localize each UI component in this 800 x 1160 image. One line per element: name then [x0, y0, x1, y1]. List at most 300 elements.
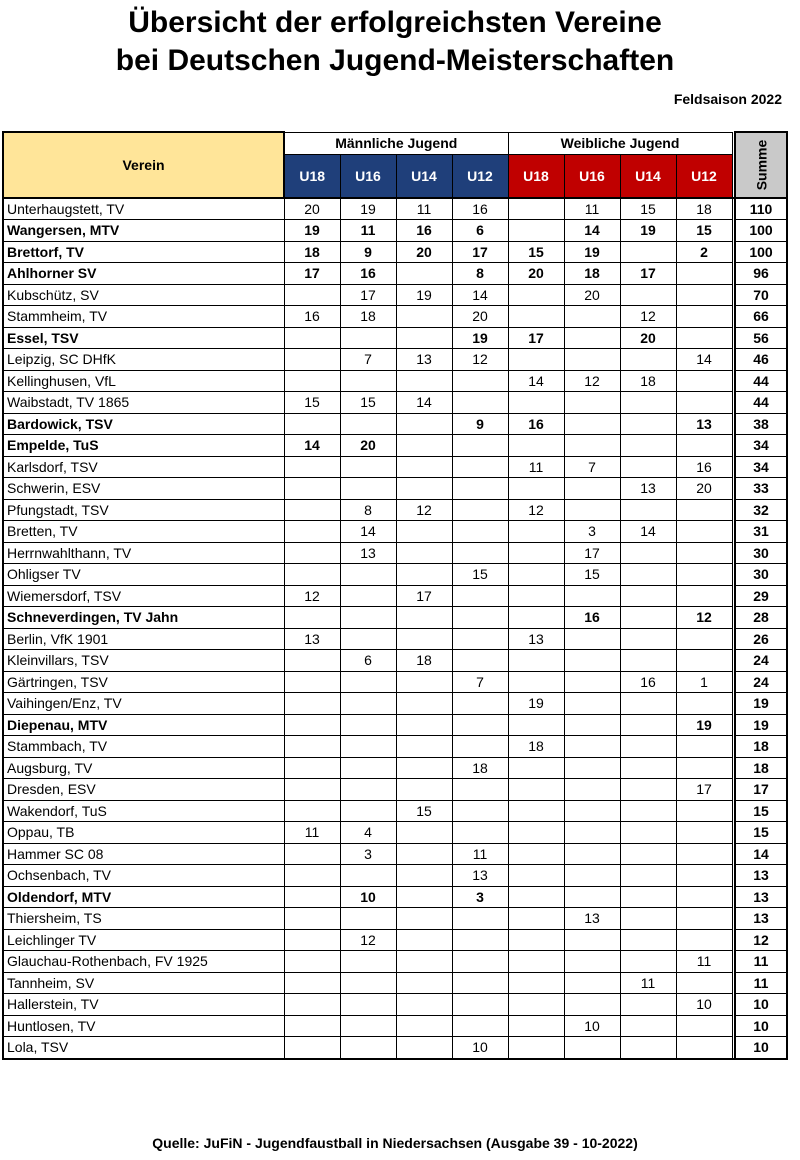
weiblich-u18-cell [508, 650, 564, 672]
sum-cell: 24 [735, 671, 787, 693]
sum-cell: 29 [735, 585, 787, 607]
maennlich-u14-cell [396, 972, 452, 994]
weiblich-u16-cell [564, 822, 620, 844]
weiblich-u18-cell: 13 [508, 628, 564, 650]
weiblich-u12-cell [676, 263, 732, 285]
club-name: Kubschütz, SV [3, 284, 284, 306]
weiblich-u12-cell [676, 693, 732, 715]
maennlich-u18-cell [284, 499, 340, 521]
maennlich-u16-cell [340, 994, 396, 1016]
maennlich-u16-cell: 13 [340, 542, 396, 564]
table-row [3, 671, 787, 693]
maennlich-u18-cell: 16 [284, 306, 340, 328]
maennlich-u12-cell: 20 [452, 306, 508, 328]
club-name: Brettorf, TV [3, 241, 284, 263]
maennlich-u18-cell: 17 [284, 263, 340, 285]
title-line-2: bei Deutschen Jugend-Meisterschaften [115, 44, 675, 77]
weiblich-u14-cell [620, 822, 676, 844]
weiblich-u12-cell [676, 865, 732, 887]
weiblich-u18-cell [508, 521, 564, 543]
weiblich-u14-cell: 16 [620, 671, 676, 693]
weiblich-u12-cell [676, 886, 732, 908]
table-row [3, 865, 787, 887]
maennlich-u16-cell: 20 [340, 435, 396, 457]
club-name: Leichlinger TV [3, 929, 284, 951]
table-row [3, 1037, 787, 1059]
club-name: Karlsdorf, TSV [3, 456, 284, 478]
table-row [3, 650, 787, 672]
weiblich-u16-cell [564, 843, 620, 865]
maennlich-u18-cell [284, 757, 340, 779]
weiblich-u14-cell [620, 929, 676, 951]
maennlich-u16-cell: 15 [340, 392, 396, 414]
weiblich-u14-cell [620, 994, 676, 1016]
maennlich-u18-cell [284, 779, 340, 801]
sum-cell: 11 [735, 951, 787, 973]
maennlich-u18-cell [284, 671, 340, 693]
weiblich-u12-cell [676, 628, 732, 650]
club-name: Tannheim, SV [3, 972, 284, 994]
weiblich-u16-cell [564, 929, 620, 951]
weiblich-u18-cell [508, 349, 564, 371]
weiblich-u12-cell [676, 392, 732, 414]
weiblich-u16-cell: 7 [564, 456, 620, 478]
sum-cell: 10 [735, 1037, 787, 1059]
maennlich-u18-cell: 13 [284, 628, 340, 650]
weiblich-u12-cell: 14 [676, 349, 732, 371]
weiblich-u12-cell: 16 [676, 456, 732, 478]
sum-cell: 18 [735, 757, 787, 779]
maennlich-u16-cell [340, 972, 396, 994]
table-row [3, 886, 787, 908]
weiblich-u16-cell: 11 [564, 198, 620, 220]
sum-cell: 96 [735, 263, 787, 285]
maennlich-u16-cell: 8 [340, 499, 396, 521]
maennlich-u14-cell [396, 327, 452, 349]
maennlich-u12-cell [452, 392, 508, 414]
table-row [3, 929, 787, 951]
weiblich-u14-cell [620, 628, 676, 650]
maennlich-u14-cell [396, 478, 452, 500]
weiblich-u12-cell: 12 [676, 607, 732, 629]
weiblich-u14-cell [620, 499, 676, 521]
weiblich-u16-cell [564, 413, 620, 435]
maennlich-u18-cell: 12 [284, 585, 340, 607]
maennlich-u18-cell [284, 972, 340, 994]
weiblich-u14-cell: 20 [620, 327, 676, 349]
maennlich-u16-cell: 17 [340, 284, 396, 306]
weiblich-u14-cell [620, 908, 676, 930]
weiblich-u12-cell [676, 499, 732, 521]
weiblich-u18-cell [508, 843, 564, 865]
maennlich-u16-cell [340, 908, 396, 930]
weiblich-u18-cell: 16 [508, 413, 564, 435]
club-name: Wangersen, MTV [3, 220, 284, 242]
weiblich-u14-cell: 17 [620, 263, 676, 285]
weiblich-u18-cell: 15 [508, 241, 564, 263]
weiblich-u16-cell [564, 972, 620, 994]
table-row [3, 757, 787, 779]
sum-cell: 110 [735, 198, 787, 220]
club-name: Hammer SC 08 [3, 843, 284, 865]
weiblich-u14-cell: 13 [620, 478, 676, 500]
weiblich-u18-cell [508, 800, 564, 822]
sum-cell: 26 [735, 628, 787, 650]
maennlich-u14-cell [396, 607, 452, 629]
club-name: Unterhaugstett, TV [3, 198, 284, 220]
sum-cell: 70 [735, 284, 787, 306]
sum-cell: 30 [735, 542, 787, 564]
maennlich-u16-cell: 11 [340, 220, 396, 242]
sum-cell: 19 [735, 693, 787, 715]
maennlich-u12-cell [452, 499, 508, 521]
weiblich-u12-cell [676, 822, 732, 844]
weiblich-u18-cell [508, 972, 564, 994]
maennlich-u14-cell: 15 [396, 800, 452, 822]
weiblich-u14-cell [620, 241, 676, 263]
maennlich-u18-cell [284, 607, 340, 629]
maennlich-u18-cell [284, 327, 340, 349]
maennlich-u18-cell [284, 456, 340, 478]
weiblich-u16-cell: 12 [564, 370, 620, 392]
weiblich-u16-cell: 3 [564, 521, 620, 543]
sum-cell: 18 [735, 736, 787, 758]
maennlich-u14-cell [396, 886, 452, 908]
maennlich-u14-cell: 11 [396, 198, 452, 220]
maennlich-u12-cell [452, 521, 508, 543]
maennlich-u16-cell [340, 628, 396, 650]
header-m-u14: U14 [396, 154, 452, 198]
sum-cell: 30 [735, 564, 787, 586]
weiblich-u18-cell [508, 929, 564, 951]
weiblich-u18-cell [508, 757, 564, 779]
maennlich-u12-cell [452, 951, 508, 973]
maennlich-u18-cell [284, 370, 340, 392]
sum-cell: 32 [735, 499, 787, 521]
source-note: Quelle: JuFiN - Jugendfaustball in Niedersachsen (Ausgabe 39 - 10-2022) [152, 1135, 638, 1151]
maennlich-u14-cell [396, 843, 452, 865]
weiblich-u12-cell: 11 [676, 951, 732, 973]
maennlich-u14-cell [396, 564, 452, 586]
weiblich-u16-cell [564, 499, 620, 521]
weiblich-u18-cell [508, 951, 564, 973]
weiblich-u14-cell [620, 693, 676, 715]
maennlich-u12-cell: 7 [452, 671, 508, 693]
sum-cell: 100 [735, 241, 787, 263]
maennlich-u16-cell [340, 951, 396, 973]
table-row [3, 628, 787, 650]
maennlich-u16-cell [340, 671, 396, 693]
header-m-u12: U12 [452, 154, 508, 198]
weiblich-u14-cell [620, 607, 676, 629]
page-title [0, 4, 790, 80]
maennlich-u16-cell: 18 [340, 306, 396, 328]
maennlich-u16-cell: 7 [340, 349, 396, 371]
maennlich-u12-cell: 14 [452, 284, 508, 306]
weiblich-u18-cell [508, 284, 564, 306]
maennlich-u18-cell: 15 [284, 392, 340, 414]
club-name: Ahlhorner SV [3, 263, 284, 285]
maennlich-u12-cell [452, 607, 508, 629]
weiblich-u12-cell [676, 370, 732, 392]
table-row [3, 994, 787, 1016]
table-row [3, 542, 787, 564]
weiblich-u12-cell [676, 972, 732, 994]
weiblich-u14-cell [620, 1037, 676, 1059]
maennlich-u14-cell: 18 [396, 650, 452, 672]
table-row [3, 392, 787, 414]
weiblich-u18-cell: 18 [508, 736, 564, 758]
maennlich-u12-cell [452, 822, 508, 844]
table-row [3, 843, 787, 865]
maennlich-u16-cell [340, 865, 396, 887]
club-name: Dresden, ESV [3, 779, 284, 801]
maennlich-u18-cell [284, 542, 340, 564]
maennlich-u16-cell [340, 456, 396, 478]
table-row [3, 822, 787, 844]
header-summe-label: Summe [753, 139, 770, 191]
results-table [2, 131, 788, 1060]
weiblich-u14-cell [620, 349, 676, 371]
club-name: Hallerstein, TV [3, 994, 284, 1016]
maennlich-u12-cell [452, 435, 508, 457]
weiblich-u14-cell [620, 284, 676, 306]
weiblich-u18-cell [508, 392, 564, 414]
table-row [3, 220, 787, 242]
weiblich-u12-cell [676, 1015, 732, 1037]
weiblich-u12-cell: 19 [676, 714, 732, 736]
weiblich-u14-cell [620, 1015, 676, 1037]
maennlich-u14-cell [396, 779, 452, 801]
maennlich-u12-cell: 18 [452, 757, 508, 779]
weiblich-u14-cell: 19 [620, 220, 676, 242]
weiblich-u16-cell: 15 [564, 564, 620, 586]
maennlich-u18-cell [284, 908, 340, 930]
maennlich-u12-cell [452, 478, 508, 500]
maennlich-u12-cell [452, 800, 508, 822]
maennlich-u12-cell: 10 [452, 1037, 508, 1059]
club-name: Huntlosen, TV [3, 1015, 284, 1037]
maennlich-u12-cell: 15 [452, 564, 508, 586]
maennlich-u12-cell: 3 [452, 886, 508, 908]
table-row [3, 499, 787, 521]
maennlich-u18-cell [284, 800, 340, 822]
maennlich-u18-cell [284, 1015, 340, 1037]
weiblich-u16-cell [564, 779, 620, 801]
maennlich-u14-cell [396, 1015, 452, 1037]
club-name: Lola, TSV [3, 1037, 284, 1059]
maennlich-u16-cell: 6 [340, 650, 396, 672]
weiblich-u18-cell [508, 564, 564, 586]
weiblich-u18-cell [508, 822, 564, 844]
weiblich-u14-cell [620, 392, 676, 414]
weiblich-u16-cell [564, 585, 620, 607]
maennlich-u16-cell [340, 478, 396, 500]
maennlich-u16-cell: 12 [340, 929, 396, 951]
maennlich-u12-cell [452, 736, 508, 758]
maennlich-u12-cell: 11 [452, 843, 508, 865]
table-row [3, 349, 787, 371]
weiblich-u18-cell [508, 198, 564, 220]
club-name: Kellinghusen, VfL [3, 370, 284, 392]
maennlich-u18-cell: 14 [284, 435, 340, 457]
maennlich-u16-cell [340, 779, 396, 801]
weiblich-u18-cell [508, 714, 564, 736]
table-row [3, 972, 787, 994]
maennlich-u16-cell: 19 [340, 198, 396, 220]
maennlich-u12-cell: 13 [452, 865, 508, 887]
table-row [3, 435, 787, 457]
header-verein: Verein [3, 132, 284, 198]
weiblich-u14-cell [620, 542, 676, 564]
club-name: Essel, TSV [3, 327, 284, 349]
maennlich-u18-cell [284, 843, 340, 865]
maennlich-u18-cell [284, 284, 340, 306]
weiblich-u14-cell [620, 650, 676, 672]
weiblich-u16-cell [564, 349, 620, 371]
weiblich-u16-cell: 13 [564, 908, 620, 930]
sum-cell: 11 [735, 972, 787, 994]
weiblich-u18-cell: 11 [508, 456, 564, 478]
club-name: Empelde, TuS [3, 435, 284, 457]
club-name: Leipzig, SC DHfK [3, 349, 284, 371]
weiblich-u12-cell [676, 435, 732, 457]
maennlich-u16-cell [340, 585, 396, 607]
header-summe [735, 132, 787, 198]
weiblich-u16-cell: 14 [564, 220, 620, 242]
maennlich-u14-cell [396, 521, 452, 543]
maennlich-u12-cell [452, 628, 508, 650]
weiblich-u16-cell [564, 671, 620, 693]
weiblich-u14-cell: 12 [620, 306, 676, 328]
maennlich-u16-cell: 9 [340, 241, 396, 263]
maennlich-u16-cell: 3 [340, 843, 396, 865]
sum-cell: 13 [735, 908, 787, 930]
sum-cell: 10 [735, 994, 787, 1016]
season-label: Feldsaison 2022 [673, 91, 782, 107]
weiblich-u18-cell [508, 306, 564, 328]
maennlich-u14-cell [396, 994, 452, 1016]
weiblich-u18-cell [508, 435, 564, 457]
sum-cell: 28 [735, 607, 787, 629]
table-body [3, 198, 787, 1059]
maennlich-u12-cell: 6 [452, 220, 508, 242]
table-row [3, 306, 787, 328]
table-row [3, 607, 787, 629]
maennlich-u12-cell [452, 650, 508, 672]
table-row [3, 521, 787, 543]
weiblich-u16-cell [564, 392, 620, 414]
weiblich-u18-cell [508, 1037, 564, 1059]
table-row [3, 478, 787, 500]
weiblich-u16-cell [564, 306, 620, 328]
maennlich-u12-cell: 8 [452, 263, 508, 285]
table-row [3, 1015, 787, 1037]
sum-cell: 56 [735, 327, 787, 349]
sum-cell: 33 [735, 478, 787, 500]
weiblich-u14-cell [620, 456, 676, 478]
weiblich-u16-cell: 18 [564, 263, 620, 285]
weiblich-u12-cell [676, 843, 732, 865]
maennlich-u14-cell: 16 [396, 220, 452, 242]
maennlich-u16-cell [340, 800, 396, 822]
maennlich-u12-cell [452, 370, 508, 392]
table-row [3, 327, 787, 349]
table-row [3, 198, 787, 220]
weiblich-u12-cell: 1 [676, 671, 732, 693]
maennlich-u14-cell [396, 929, 452, 951]
maennlich-u16-cell [340, 564, 396, 586]
maennlich-u16-cell [340, 607, 396, 629]
weiblich-u18-cell: 20 [508, 263, 564, 285]
table-row [3, 284, 787, 306]
weiblich-u18-cell [508, 865, 564, 887]
club-name: Stammbach, TV [3, 736, 284, 758]
club-name: Diepenau, MTV [3, 714, 284, 736]
maennlich-u12-cell: 17 [452, 241, 508, 263]
maennlich-u14-cell [396, 714, 452, 736]
weiblich-u12-cell: 10 [676, 994, 732, 1016]
weiblich-u16-cell [564, 757, 620, 779]
weiblich-u18-cell [508, 671, 564, 693]
maennlich-u18-cell [284, 714, 340, 736]
weiblich-u14-cell [620, 843, 676, 865]
maennlich-u16-cell [340, 736, 396, 758]
sum-cell: 100 [735, 220, 787, 242]
maennlich-u12-cell [452, 693, 508, 715]
weiblich-u18-cell [508, 886, 564, 908]
club-name: Schneverdingen, TV Jahn [3, 607, 284, 629]
maennlich-u12-cell [452, 779, 508, 801]
maennlich-u12-cell [452, 714, 508, 736]
maennlich-u14-cell [396, 306, 452, 328]
table-row [3, 714, 787, 736]
weiblich-u16-cell [564, 994, 620, 1016]
maennlich-u12-cell: 16 [452, 198, 508, 220]
weiblich-u14-cell [620, 714, 676, 736]
weiblich-u14-cell [620, 585, 676, 607]
weiblich-u16-cell [564, 628, 620, 650]
weiblich-u12-cell [676, 284, 732, 306]
weiblich-u18-cell [508, 994, 564, 1016]
sum-cell: 19 [735, 714, 787, 736]
weiblich-u12-cell [676, 585, 732, 607]
maennlich-u18-cell [284, 521, 340, 543]
weiblich-u14-cell [620, 779, 676, 801]
header-w-u18: U18 [508, 154, 564, 198]
sum-cell: 13 [735, 865, 787, 887]
maennlich-u14-cell: 17 [396, 585, 452, 607]
sum-cell: 66 [735, 306, 787, 328]
weiblich-u16-cell [564, 865, 620, 887]
maennlich-u12-cell [452, 929, 508, 951]
weiblich-u12-cell: 2 [676, 241, 732, 263]
maennlich-u12-cell [452, 542, 508, 564]
weiblich-u12-cell: 15 [676, 220, 732, 242]
weiblich-u12-cell [676, 1037, 732, 1059]
sum-cell: 46 [735, 349, 787, 371]
sum-cell: 15 [735, 800, 787, 822]
club-name: Wakendorf, TuS [3, 800, 284, 822]
maennlich-u14-cell [396, 628, 452, 650]
weiblich-u18-cell: 19 [508, 693, 564, 715]
maennlich-u18-cell [284, 693, 340, 715]
table-row [3, 241, 787, 263]
weiblich-u12-cell: 17 [676, 779, 732, 801]
weiblich-u14-cell [620, 757, 676, 779]
maennlich-u16-cell [340, 714, 396, 736]
maennlich-u14-cell [396, 865, 452, 887]
